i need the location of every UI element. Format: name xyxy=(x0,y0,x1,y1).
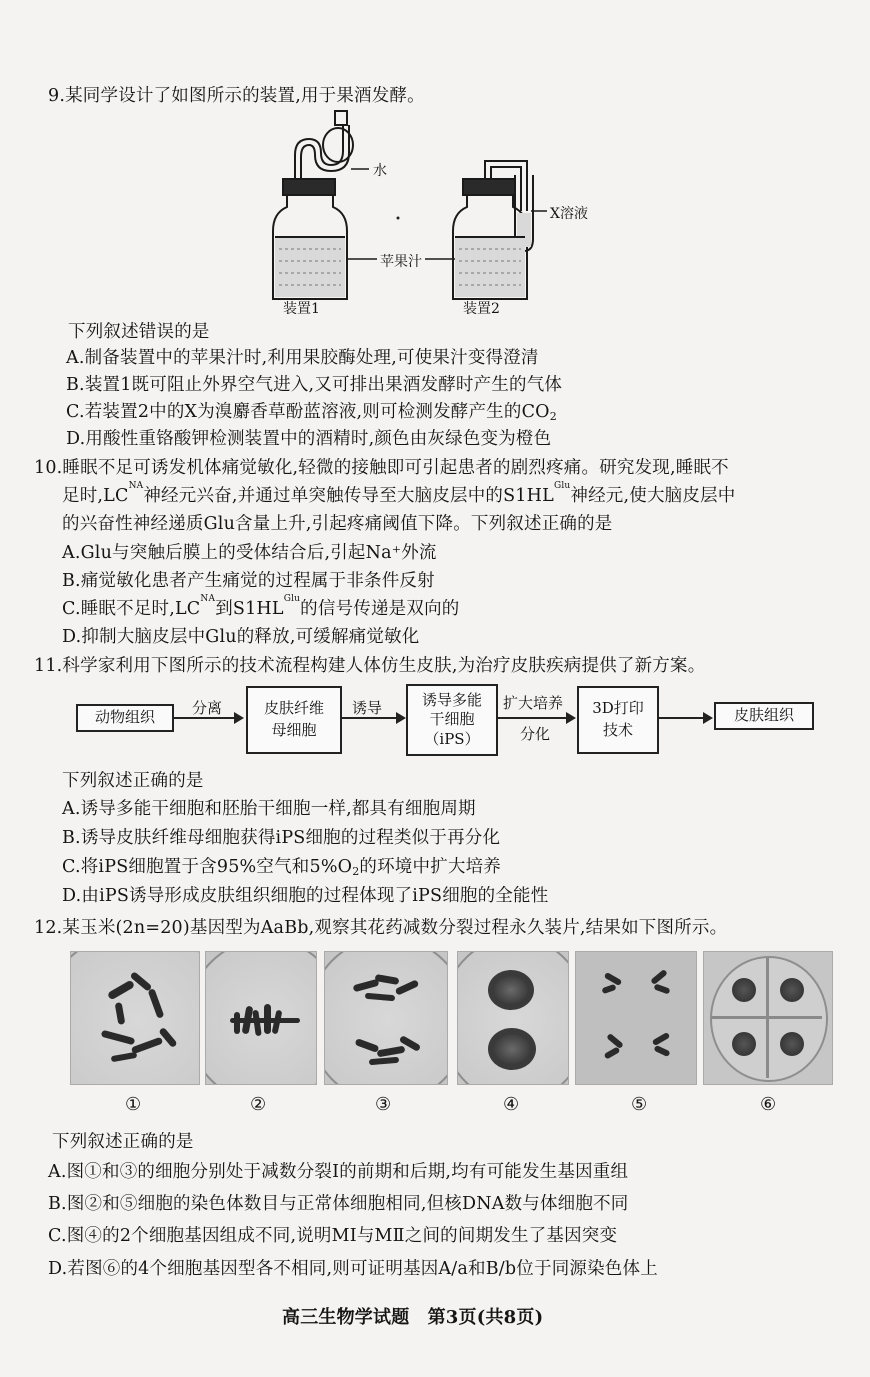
flow-box-fibroblast: 皮肤纤维 母细胞 xyxy=(246,686,342,754)
q9-option-a: A.制备装置中的苹果汁时,利用果胶酶处理,可使果汁变得澄清 xyxy=(66,348,539,368)
micrograph-2 xyxy=(205,951,317,1085)
q9-option-b: B.装置1既可阻止外界空气进入,又可排出果酒发酵时产生的气体 xyxy=(66,375,563,395)
q12-option-a: A.图①和③的细胞分别处于减数分裂Ⅰ的前期和后期,均有可能发生基因重组 xyxy=(48,1162,629,1182)
flow-arrow3-top-label: 扩大培养 xyxy=(503,694,564,712)
q12-option-b: B.图②和⑤细胞的染色体数目与正常体细胞相同,但核DNA数与体细胞不同 xyxy=(48,1194,629,1214)
figure-label-3: ③ xyxy=(375,1094,392,1115)
juice-label: 苹果汁 xyxy=(380,254,422,270)
flow-box-ips: 诱导多能 干细胞 （iPS） xyxy=(406,684,498,756)
q9-stem: 9.某同学设计了如图所示的装置,用于果酒发酵。 xyxy=(48,86,425,106)
figure-label-4: ④ xyxy=(503,1094,520,1115)
water-label: 水 xyxy=(373,163,387,179)
q10-option-a: A.Glu与突触后膜上的受体结合后,引起Na⁺外流 xyxy=(62,543,437,563)
flow-box-skin-tissue: 皮肤组织 xyxy=(714,702,814,730)
flow-arrow-3 xyxy=(498,717,574,719)
q9-prompt: 下列叙述错误的是 xyxy=(68,322,210,342)
q10-stem-line3: 的兴奋性神经递质Glu含量上升,引起疼痛阈值下降。下列叙述正确的是 xyxy=(62,514,613,534)
flow-arrow-4 xyxy=(659,717,711,719)
q11-prompt: 下列叙述正确的是 xyxy=(62,771,204,791)
flow-box-3d-printing: 3D打印 技术 xyxy=(577,686,659,754)
figure-label-1: ① xyxy=(125,1094,142,1115)
q10-stem-line1: 10.睡眠不足可诱发机体痛觉敏化,轻微的接触即可引起患者的剧烈疼痛。研究发现,睡眠不 xyxy=(34,458,729,478)
q9-option-c: C.若装置2中的X为溴麝香草酚蓝溶液,则可检测发酵产生的$CO_2$ xyxy=(66,402,557,423)
q11-option-a: A.诱导多能干细胞和胚胎干细胞一样,都具有细胞周期 xyxy=(62,799,476,819)
q12-option-c: C.图④的2个细胞基因组成不同,说明MⅠ与MⅡ之间的间期发生了基因突变 xyxy=(48,1226,618,1246)
micrograph-1 xyxy=(70,951,200,1085)
flow-arrow3-bottom-label: 分化 xyxy=(520,725,551,743)
micrograph-6 xyxy=(703,951,833,1085)
figure-label-2: ② xyxy=(250,1094,267,1115)
q11-stem: 11.科学家利用下图所示的技术流程构建人体仿生皮肤,为治疗皮肤疾病提供了新方案。 xyxy=(34,656,706,676)
page-footer: 高三生物学试题 第3页(共8页) xyxy=(282,1307,544,1328)
q10-option-d: D.抑制大脑皮层中Glu的释放,可缓解痛觉敏化 xyxy=(62,627,420,647)
q11-option-c: C.将iPS细胞置于含95%空气和$5\%O_2$的环境中扩大培养 xyxy=(62,857,502,878)
q12-prompt: 下列叙述正确的是 xyxy=(52,1132,194,1152)
q10-stem-line2: 足时$,LC^{NA}$神经元兴奋,并通过单突触传导至大脑皮层中的$S1HL^{Glu}$神经元,使大脑皮层中 xyxy=(62,481,736,506)
q11-option-b: B.诱导皮肤纤维母细胞获得iPS细胞的过程类似于再分化 xyxy=(62,828,501,848)
figure-label-5: ⑤ xyxy=(631,1094,648,1115)
flow-arrow1-label: 分离 xyxy=(192,699,223,717)
q12-option-d: D.若图⑥的4个细胞基因型各不相同,则可证明基因A/a和B/b位于同源染色体上 xyxy=(48,1259,658,1279)
q12-stem: 12.某玉米(2n=20)基因型为AaBb,观察其花药减数分裂过程永久装片,结果如下图所示。 xyxy=(34,918,728,938)
flow-box-animal-tissue: 动物组织 xyxy=(76,704,174,732)
q9-option-d: D.用酸性重铬酸钾检测装置中的酒精时,颜色由灰绿色变为橙色 xyxy=(66,429,552,449)
q10-option-b: B.痛觉敏化患者产生痛觉的过程属于非条件反射 xyxy=(62,571,435,591)
q10-option-c: C.睡眠不足时$,LC^{NA}$到$S1HL^{Glu}$的信号传递是双向的 xyxy=(62,594,460,619)
figure-label-6: ⑥ xyxy=(760,1094,777,1115)
q11-option-d: D.由iPS诱导形成皮肤组织细胞的过程体现了iPS细胞的全能性 xyxy=(62,886,549,906)
device2-caption: 装置2 xyxy=(463,301,500,317)
micrograph-4 xyxy=(457,951,569,1085)
micrograph-3 xyxy=(324,951,448,1085)
device1-caption: 装置1 xyxy=(283,301,320,317)
micrograph-5 xyxy=(575,951,697,1085)
x-solution-label: X溶液 xyxy=(550,206,588,222)
flow-arrow2-label: 诱导 xyxy=(352,699,383,717)
